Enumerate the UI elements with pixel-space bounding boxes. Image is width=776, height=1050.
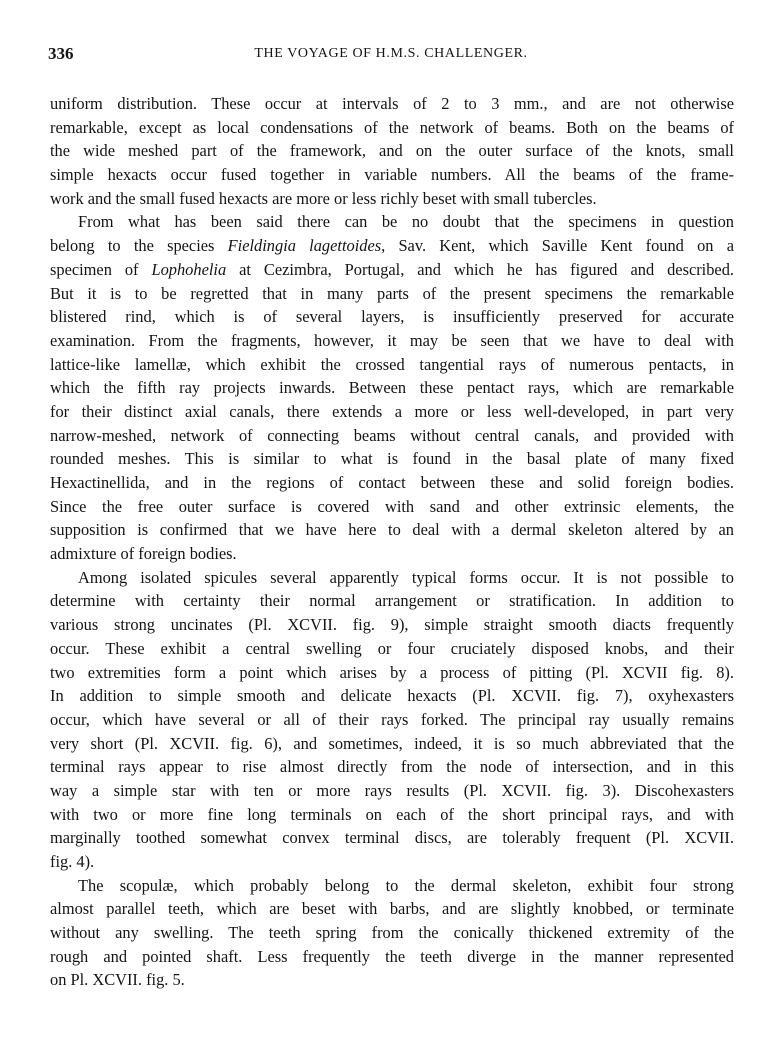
text-line: marginally toothed somewhat convex terminal discs, are tolerably frequent (Pl. XCVII. <box>50 828 734 848</box>
paragraph <box>50 874 734 992</box>
italic-taxon: Lophohelia <box>151 259 227 279</box>
page-header <box>48 44 734 68</box>
text-line: which the fifth ray projects inwards. Between these pentact rays, which are remarkable <box>50 378 734 398</box>
text-line: But it is to be regretted that in many parts of the present specimens the remarkable <box>50 283 734 303</box>
text-line: Among isolated spicules several apparently typical forms occur. It is not possible to <box>78 567 734 587</box>
text-line: uniform distribution. These occur at intervals of 2 to 3 mm., and are not otherwise <box>50 94 734 113</box>
text-line: simple hexacts occur fused together in variable numbers. All the beams of the frame- <box>50 165 734 185</box>
text-line: way a simple star with ten or more rays results (Pl. XCVII. fig. 3). Discohexasters <box>50 780 734 800</box>
text-line: various strong uncinates (Pl. XCVII. fig. 9), simple straight smooth diacts frequently <box>50 615 734 635</box>
text-line: belong to the species Fieldingia lagettoides, Sav. Kent, which Saville Kent found on a <box>50 236 734 256</box>
text-line: work and the small fused hexacts are more or less richly beset with small tubercles. <box>50 188 597 208</box>
text-line: determine with certainty their normal arrangement or stratification. In addition to <box>50 591 734 611</box>
page-number: 336 <box>48 44 74 63</box>
paragraph <box>50 566 734 874</box>
text-line: fig. 4). <box>50 852 95 871</box>
italic-taxon: Fieldingia lagettoides <box>227 236 382 256</box>
text-line: two extremities form a point which arises by a process of pitting (Pl. XCVII fig. 8). <box>50 662 734 682</box>
paragraph <box>50 210 734 565</box>
body-text <box>50 92 734 992</box>
text-line: The scopulæ, which probably belong to the dermal skeleton, exhibit four strong <box>78 875 734 895</box>
text-line: terminal rays appear to rise almost directly from the node of intersection, and in this <box>50 757 734 777</box>
paragraph <box>50 92 734 210</box>
text-line: for their distinct axial canals, there extends a more or less well-developed, in part very <box>50 401 734 421</box>
text-line: rounded meshes. This is similar to what is found in the basal plate of many fixed <box>50 449 734 469</box>
text-line: narrow-meshed, network of connecting beams without central canals, and provided with <box>50 425 734 445</box>
text-line: In addition to simple smooth and delicate hexacts (Pl. XCVII. fig. 7), oxyhexasters <box>50 686 734 706</box>
text-line: From what has been said there can be no doubt that the specimens in question <box>78 212 734 232</box>
text-line: almost parallel teeth, which are beset with barbs, and are slightly knobbed, or terminate <box>50 899 734 919</box>
text-line: without any swelling. The teeth spring from the conically thickened extremity of the <box>50 923 734 943</box>
text-line: the wide meshed part of the framework, and on the outer surface of the knots, small <box>50 141 734 161</box>
text-line: admixture of foreign bodies. <box>50 544 237 564</box>
text-line: blistered rind, which is of several layers, is insufficiently preserved for accurate <box>50 307 734 327</box>
text-line: Hexactinellida, and in the regions of contact between these and solid foreign bodies. <box>50 473 734 492</box>
text-line: occur, which have several or all of their rays forked. The principal ray usually remains <box>50 709 734 729</box>
text-line: specimen of Lophohelia at Cezimbra, Portugal, and which he has figured and described. <box>50 259 734 279</box>
text-line: rough and pointed shaft. Less frequently the teeth diverge in the manner represented <box>50 946 734 966</box>
text-line: examination. From the fragments, however, it may be seen that we have to deal with <box>50 330 734 350</box>
text-line: remarkable, except as local condensations of the network of beams. Both on the beams of <box>50 117 734 137</box>
text-line: very short (Pl. XCVII. fig. 6), and sometimes, indeed, it is so much abbreviated that the <box>50 733 734 753</box>
text-line: supposition is confirmed that we have here to deal with a dermal skeleton altered by an <box>50 520 734 540</box>
running-title: THE VOYAGE OF H.M.S. CHALLENGER. <box>254 46 528 61</box>
text-line: lattice-like lamellæ, which exhibit the crossed tangential rays of numerous pentacts, in <box>50 354 734 374</box>
text-line: with two or more fine long terminals on each of the short principal rays, and with <box>50 804 734 824</box>
text-line: occur. These exhibit a central swelling or four cruciately disposed knobs, and their <box>50 638 734 658</box>
text-line: on Pl. XCVII. fig. 5. <box>50 970 185 990</box>
text-line: Since the free outer surface is covered with sand and other extrinsic elements, the <box>50 496 734 516</box>
